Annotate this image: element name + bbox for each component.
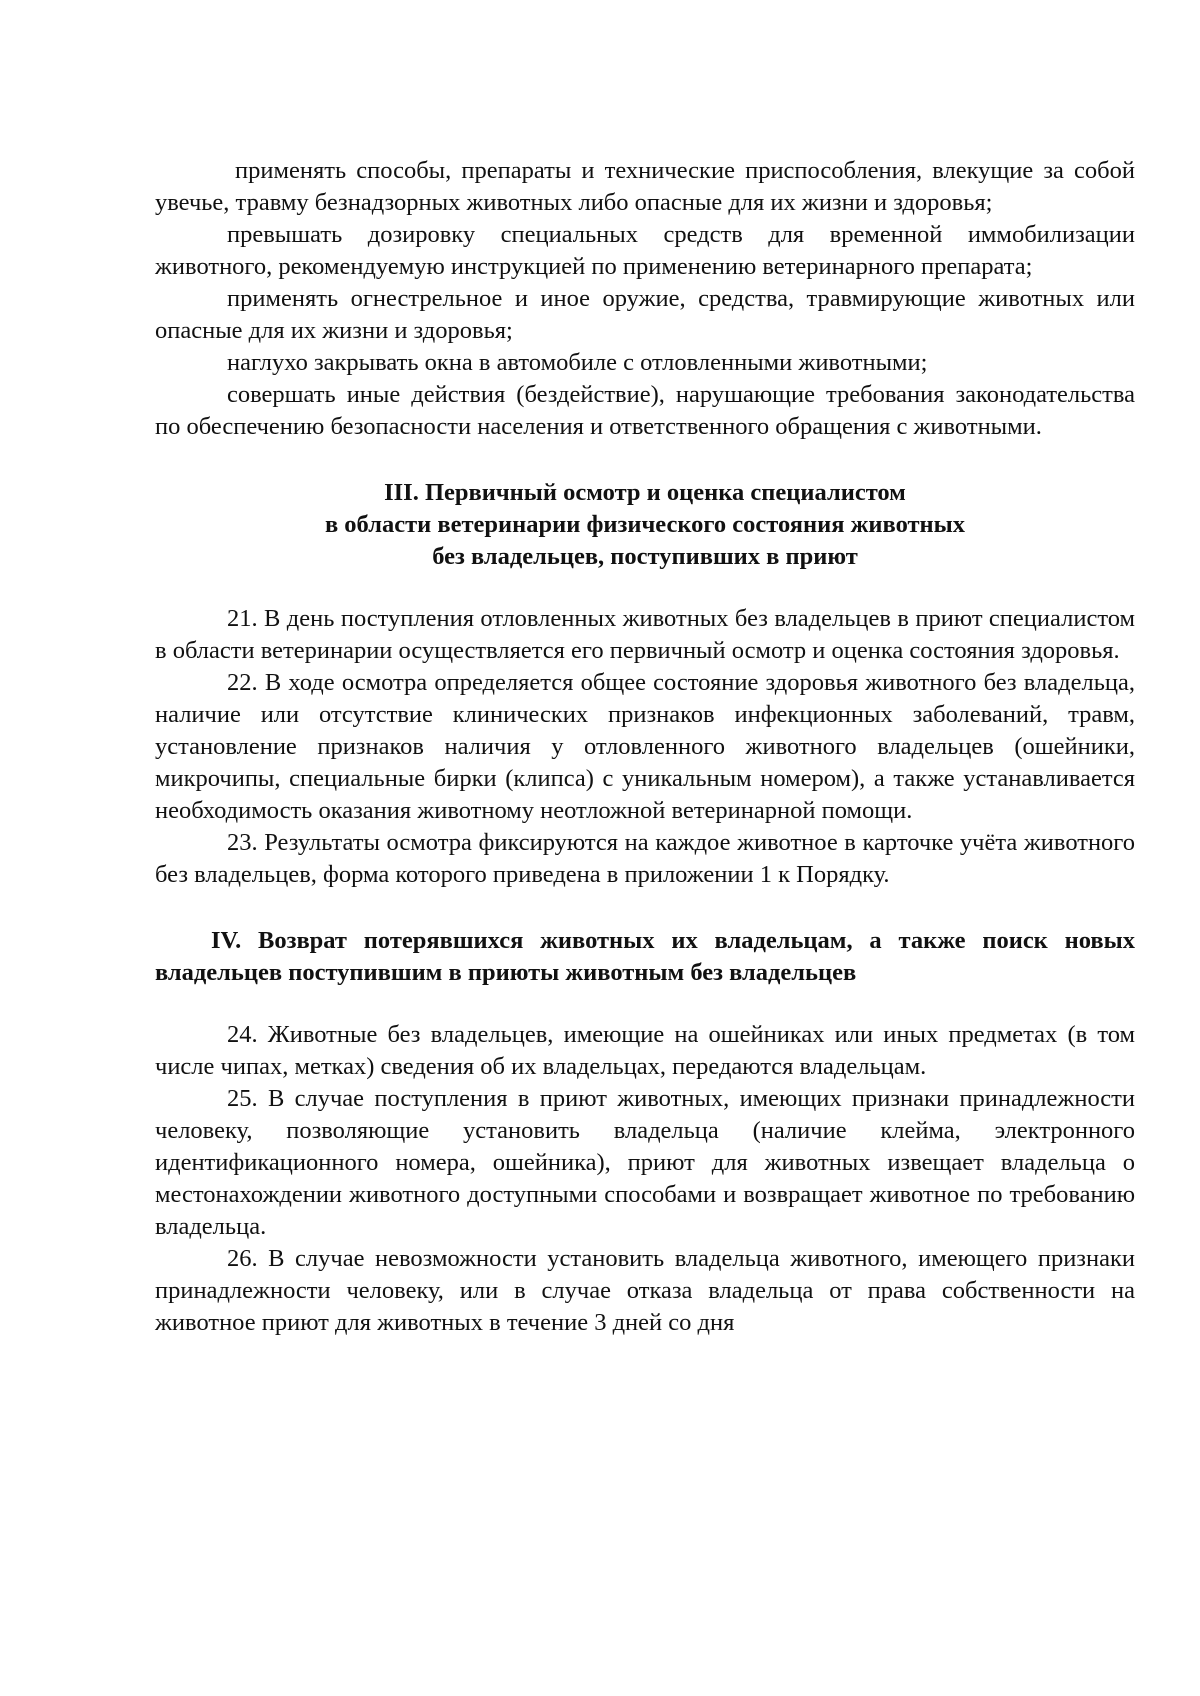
prohibition-item: наглухо закрывать окна в автомобиле с отловленными животными; <box>227 349 928 376</box>
spacer <box>155 573 1135 603</box>
section-4-title: IV. Возврат потерявшихся животных их владельцам, а также поиск новых владельцев поступившим в приюты животным без владельцев <box>155 927 1135 986</box>
paragraph-25: 25. В случае поступления в приют животных, имеющих признаки принадлежности человеку, позволяющие установить владельца (наличие клейма, электронного идентификационного номера, ошейника), приют для животных извещает владельца о местонахождении животного доступными способами и возвращает животное по требованию владельца. <box>155 1085 1135 1240</box>
prohibition-item: совершать иные действия (бездействие), нарушающие требования законодательства по обеспечению безопасности населения и ответственного обращения с животными. <box>155 381 1135 440</box>
section-3-title-line-3: без владельцев, поступивших в приют <box>432 543 858 570</box>
spacer <box>155 891 1135 925</box>
paragraph-23: 23. Результаты осмотра фиксируются на каждое животное в карточке учёта животного без владельцев, форма которого приведена в приложении 1 к Порядку. <box>155 829 1135 888</box>
section-3-title-line-2: в области ветеринарии физического состояния животных <box>324 511 966 538</box>
spacer <box>155 989 1135 1019</box>
section-3-heading <box>155 477 1135 573</box>
paragraph-26: 26. В случае невозможности установить владельца животного, имеющего признаки принадлежности человеку, или в случае отказа владельца от права собственности на животное приют для животных в течение 3 дней со дня <box>155 1245 1135 1336</box>
paragraph-22: 22. В ходе осмотра определяется общее состояние здоровья животного без владельца, наличие или отсутствие клинических признаков инфекционных заболеваний, травм, установление признаков наличия у отловленного животного владельцев (ошейники, микрочипы, специальные бирки (клипса) с уникальным номером), а также устанавливается необходимость оказания животному неотложной ветеринарной помощи. <box>155 669 1135 824</box>
paragraph-24: 24. Животные без владельцев, имеющие на ошейниках или иных предметах (в том числе чипах, метках) сведения об их владельцах, передаются владельцам. <box>155 1021 1135 1080</box>
prohibition-item: применять огнестрельное и иное оружие, средства, травмирующие животных или опасные для их жизни и здоровья; <box>155 285 1135 344</box>
spacer <box>155 443 1135 477</box>
prohibition-item: превышать дозировку специальных средств для временной иммобилизации животного, рекомендуемую инструкцией по применению ветеринарного препарата; <box>155 221 1135 280</box>
paragraph-21: 21. В день поступления отловленных животных без владельцев в приют специалистом в области ветеринарии осуществляется его первичный осмотр и оценка состояния здоровья. <box>155 605 1135 664</box>
document-page <box>155 155 1135 1339</box>
prohibition-item: применять способы, препараты и технические приспособления, влекущие за собой увечье, травму безнадзорных животных либо опасные для их жизни и здоровья; <box>155 157 1135 216</box>
section-3-title-line-1: III. Первичный осмотр и оценка специалистом <box>384 479 906 506</box>
